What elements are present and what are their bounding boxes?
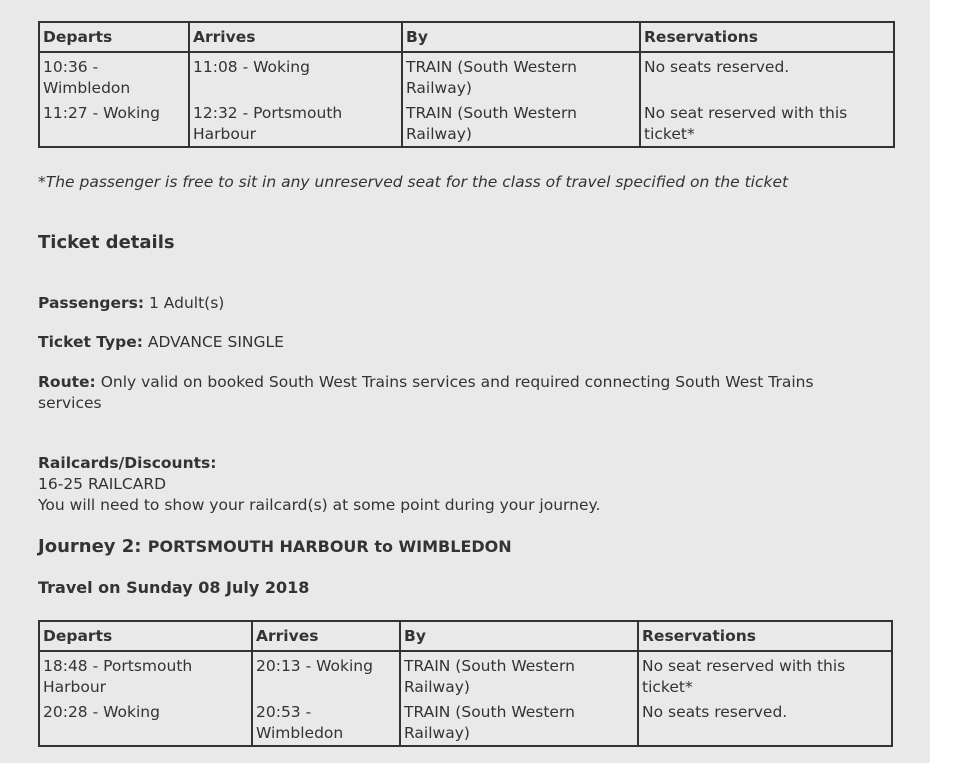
reservation-footnote: *The passenger is free to sit in any unreserved seat for the class of travel specified on the ticket [38,173,789,191]
reservations-cell: No seat reserved with this ticket* [638,651,892,698]
arrives-cell: 12:32 - Portsmouth Harbour [189,99,402,147]
ticket-type-label: Ticket Type: [38,333,143,351]
journey1-table [38,21,895,148]
departs-cell: 10:36 - Wimbledon [39,52,189,99]
by-cell: TRAIN (South Western Railway) [400,651,638,698]
journey2-travel-date: Travel on Sunday 08 July 2018 [38,578,310,597]
departs-header: Departs [39,22,189,52]
by-header: By [402,22,640,52]
by-cell: TRAIN (South Western Railway) [400,698,638,746]
table-row [39,651,892,698]
railcard-name: 16-25 RAILCARD [38,475,167,493]
reservations-cell: No seats reserved. [640,52,894,99]
route-line [38,372,838,414]
journey2-label: Journey 2: [38,536,142,557]
reservations-cell: No seats reserved. [638,698,892,746]
table-header-row [39,22,894,52]
table-row [39,698,892,746]
railcards-block [38,453,600,516]
reservations-cell: No seat reserved with this ticket* [640,99,894,147]
arrives-cell: 11:08 - Woking [189,52,402,99]
ticket-type-value: ADVANCE SINGLE [147,333,284,351]
journey2-heading [38,536,512,557]
passengers-line [38,294,224,312]
route-label: Route: [38,373,96,391]
table-header-row [39,621,892,651]
ticket-type-line [38,333,284,351]
arrives-cell: 20:13 - Woking [252,651,400,698]
route-value: Only valid on booked South West Trains services and required connecting South West Trains services [38,373,814,412]
departs-cell: 18:48 - Portsmouth Harbour [39,651,252,698]
reservations-header: Reservations [640,22,894,52]
arrives-header: Arrives [252,621,400,651]
railcards-label: Railcards/Discounts: [38,454,217,472]
table-row [39,52,894,99]
reservations-header: Reservations [638,621,892,651]
by-cell: TRAIN (South Western Railway) [402,99,640,147]
departs-cell: 20:28 - Woking [39,698,252,746]
arrives-header: Arrives [189,22,402,52]
by-header: By [400,621,638,651]
journey2-route: PORTSMOUTH HARBOUR to WIMBLEDON [147,537,512,556]
arrives-cell: 20:53 - Wimbledon [252,698,400,746]
passengers-label: Passengers: [38,294,145,312]
by-cell: TRAIN (South Western Railway) [402,52,640,99]
ticket-details-heading: Ticket details [38,232,175,253]
passengers-value: 1 Adult(s) [149,294,225,312]
railcard-note: You will need to show your railcard(s) at some point during your journey. [38,496,601,514]
departs-cell: 11:27 - Woking [39,99,189,147]
table-row [39,99,894,147]
journey2-table [38,620,893,747]
departs-header: Departs [39,621,252,651]
